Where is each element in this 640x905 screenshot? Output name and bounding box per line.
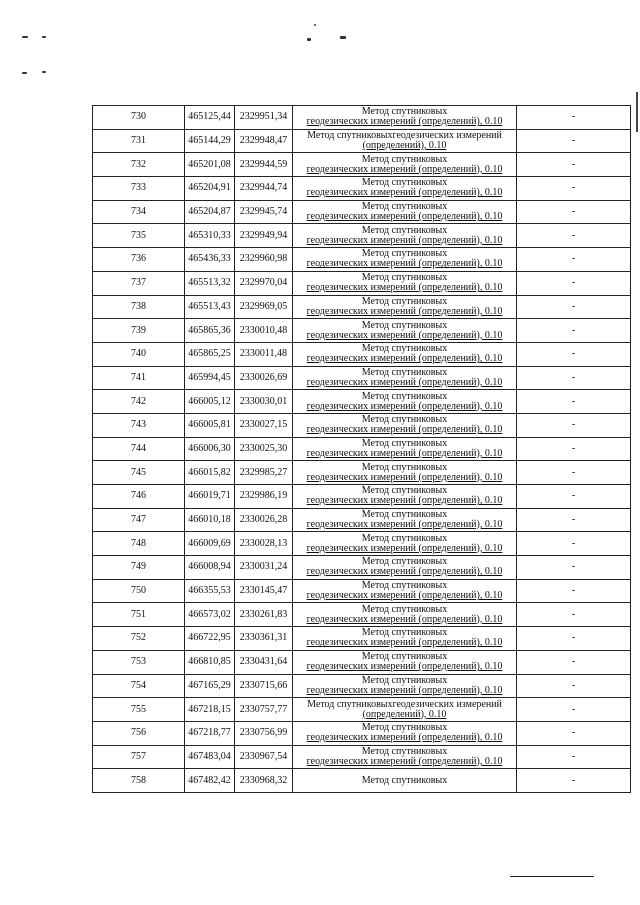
- method-cell: [293, 437, 517, 461]
- coordinate-y: 2330025,30: [235, 437, 293, 461]
- method-line-1: Метод спутниковых: [361, 774, 448, 786]
- method-line-2: геодезических измерений (определений), 0.10: [306, 376, 503, 388]
- method-line-1: Метод спутниковых: [361, 224, 448, 236]
- method-line-1: Метод спутниковых: [361, 651, 448, 663]
- method-line-1: Метод спутниковых: [361, 722, 448, 734]
- method-line-2: геодезических измерений (определений), 0.10: [306, 187, 503, 199]
- method-cell: [293, 627, 517, 651]
- coordinate-y: 2329944,59: [235, 153, 293, 177]
- method-cell: [293, 106, 517, 130]
- method-line-1: Метод спутниковых: [361, 201, 448, 213]
- coordinates-table: [92, 105, 631, 793]
- table-row: [93, 769, 631, 793]
- point-number: 731: [93, 129, 185, 153]
- coordinate-x: 465144,29: [185, 129, 235, 153]
- point-number: 742: [93, 390, 185, 414]
- description-cell: -: [517, 650, 631, 674]
- coordinate-y: 2329948,47: [235, 129, 293, 153]
- description-cell: -: [517, 248, 631, 272]
- description-cell: -: [517, 271, 631, 295]
- method-line-2: геодезических измерений (определений), 0.10: [306, 258, 503, 270]
- table-row: [93, 674, 631, 698]
- description-cell: -: [517, 745, 631, 769]
- description-cell: -: [517, 508, 631, 532]
- method-line-2: геодезических измерений (определений), 0.10: [306, 684, 503, 696]
- coordinate-x: 467483,04: [185, 745, 235, 769]
- coordinate-x: 466019,71: [185, 485, 235, 509]
- method-cell: [293, 177, 517, 201]
- description-cell: -: [517, 177, 631, 201]
- method-cell: [293, 129, 517, 153]
- coordinate-x: 465201,08: [185, 153, 235, 177]
- point-number: 753: [93, 650, 185, 674]
- method-line-1: Метод спутниковых: [361, 674, 448, 686]
- method-line-2: геодезических измерений (определений), 0.10: [306, 495, 503, 507]
- coordinate-y: 2329951,34: [235, 106, 293, 130]
- scan-speck: [22, 36, 28, 38]
- method-line-1: Метод спутниковых: [361, 627, 448, 639]
- description-cell: -: [517, 437, 631, 461]
- method-line-1: Метод спутниковых: [361, 603, 448, 615]
- table-row: [93, 532, 631, 556]
- coordinate-x: 466006,30: [185, 437, 235, 461]
- point-number: 733: [93, 177, 185, 201]
- method-line-2: геодезических измерений (определений), 0.10: [306, 400, 503, 412]
- scan-speck: [22, 72, 27, 74]
- method-cell: [293, 319, 517, 343]
- coordinate-y: 2329945,74: [235, 200, 293, 224]
- coordinate-y: 2329970,04: [235, 271, 293, 295]
- description-cell: -: [517, 390, 631, 414]
- coordinate-y: 2330030,01: [235, 390, 293, 414]
- point-number: 732: [93, 153, 185, 177]
- scan-speck: [340, 36, 346, 39]
- method-line-2: геодезических измерений (определений), 0.10: [306, 424, 503, 436]
- coordinate-x: 465865,36: [185, 319, 235, 343]
- footer-rule: [510, 876, 594, 877]
- table-row: [93, 319, 631, 343]
- method-line-2: геодезических измерений (определений), 0.10: [306, 755, 503, 767]
- method-line-2: геодезических измерений (определений), 0.10: [306, 305, 503, 317]
- method-cell: [293, 650, 517, 674]
- method-line-2: геодезических измерений (определений), 0.10: [306, 590, 503, 602]
- coordinate-y: 2329944,74: [235, 177, 293, 201]
- coordinate-x: 466015,82: [185, 461, 235, 485]
- description-cell: -: [517, 224, 631, 248]
- point-number: 747: [93, 508, 185, 532]
- scan-speck: [42, 71, 46, 73]
- table-row: [93, 295, 631, 319]
- table-row: [93, 342, 631, 366]
- coordinate-x: 465513,32: [185, 271, 235, 295]
- point-number: 754: [93, 674, 185, 698]
- method-line-1: Метод спутниковых: [361, 414, 448, 426]
- description-cell: -: [517, 556, 631, 580]
- method-cell: [293, 698, 517, 722]
- method-line-1: Метод спутниковых: [361, 366, 448, 378]
- description-cell: -: [517, 153, 631, 177]
- method-cell: [293, 248, 517, 272]
- method-cell: [293, 721, 517, 745]
- description-cell: -: [517, 295, 631, 319]
- table-row: [93, 248, 631, 272]
- table-row: [93, 627, 631, 651]
- method-line-1: Метод спутниковых: [361, 295, 448, 307]
- description-cell: -: [517, 461, 631, 485]
- coordinate-y: 2329949,94: [235, 224, 293, 248]
- coordinate-y: 2330145,47: [235, 579, 293, 603]
- coordinate-y: 2329960,98: [235, 248, 293, 272]
- method-cell: [293, 461, 517, 485]
- coordinate-y: 2330011,48: [235, 342, 293, 366]
- coordinate-x: 466005,12: [185, 390, 235, 414]
- method-line-1: Метод спутниковых: [361, 319, 448, 331]
- coordinate-y: 2330756,99: [235, 721, 293, 745]
- point-number: 730: [93, 106, 185, 130]
- description-cell: -: [517, 603, 631, 627]
- coordinate-x: 466355,53: [185, 579, 235, 603]
- coordinate-y: 2330010,48: [235, 319, 293, 343]
- coordinate-x: 466009,69: [185, 532, 235, 556]
- method-line-2: геодезических измерений (определений), 0.10: [306, 613, 503, 625]
- method-line-2: геодезических измерений (определений), 0.10: [306, 447, 503, 459]
- method-line-2: геодезических измерений (определений), 0.10: [306, 471, 503, 483]
- table-row: [93, 177, 631, 201]
- coordinate-x: 466810,85: [185, 650, 235, 674]
- point-number: 749: [93, 556, 185, 580]
- method-line-2: (определений), 0.10: [362, 708, 447, 720]
- method-line-1: Метод спутниковыхгеодезических измерений: [307, 130, 502, 142]
- method-line-1: Метод спутниковых: [361, 485, 448, 497]
- method-cell: [293, 295, 517, 319]
- point-number: 741: [93, 366, 185, 390]
- table-row: [93, 745, 631, 769]
- method-cell: [293, 745, 517, 769]
- method-line-2: геодезических измерений (определений), 0.10: [306, 163, 503, 175]
- method-line-1: Метод спутниковых: [361, 272, 448, 284]
- coordinate-y: 2330968,32: [235, 769, 293, 793]
- coordinate-y: 2330027,15: [235, 413, 293, 437]
- coordinate-x: 467218,77: [185, 721, 235, 745]
- coordinate-y: 2330715,66: [235, 674, 293, 698]
- method-line-2: геодезических измерений (определений), 0.10: [306, 661, 503, 673]
- method-cell: [293, 413, 517, 437]
- coordinate-x: 465204,87: [185, 200, 235, 224]
- point-number: 751: [93, 603, 185, 627]
- coordinate-y: 2330261,83: [235, 603, 293, 627]
- coordinate-x: 466005,81: [185, 413, 235, 437]
- method-line-1: Метод спутниковых: [361, 745, 448, 757]
- table-row: [93, 390, 631, 414]
- method-line-1: Метод спутниковыхгеодезических измерений: [307, 698, 502, 710]
- method-line-1: Метод спутниковых: [361, 153, 448, 165]
- description-cell: -: [517, 769, 631, 793]
- scan-speck: [42, 36, 46, 38]
- method-cell: [293, 224, 517, 248]
- coordinate-x: 465994,45: [185, 366, 235, 390]
- coordinate-x: 466010,18: [185, 508, 235, 532]
- method-cell: [293, 153, 517, 177]
- scan-speck: [307, 38, 311, 41]
- description-cell: -: [517, 698, 631, 722]
- method-line-2: геодезических измерений (определений), 0.10: [306, 732, 503, 744]
- method-line-1: Метод спутниковых: [361, 437, 448, 449]
- method-line-2: (определений), 0.10: [362, 140, 447, 152]
- table-row: [93, 603, 631, 627]
- point-number: 739: [93, 319, 185, 343]
- table-row: [93, 721, 631, 745]
- method-cell: [293, 366, 517, 390]
- description-cell: -: [517, 627, 631, 651]
- coordinate-x: 466008,94: [185, 556, 235, 580]
- scan-edge-mark: [636, 92, 638, 132]
- method-line-2: геодезических измерений (определений), 0.10: [306, 282, 503, 294]
- coordinate-y: 2330026,28: [235, 508, 293, 532]
- table-row: [93, 129, 631, 153]
- table-row: [93, 106, 631, 130]
- description-cell: -: [517, 200, 631, 224]
- point-number: 750: [93, 579, 185, 603]
- table-row: [93, 556, 631, 580]
- point-number: 757: [93, 745, 185, 769]
- coordinate-x: 466722,95: [185, 627, 235, 651]
- coordinate-x: 466573,02: [185, 603, 235, 627]
- description-cell: -: [517, 674, 631, 698]
- method-cell: [293, 508, 517, 532]
- method-line-2: геодезических измерений (определений), 0.10: [306, 234, 503, 246]
- scan-speck: [314, 24, 316, 26]
- coordinate-y: 2330031,24: [235, 556, 293, 580]
- point-number: 755: [93, 698, 185, 722]
- coordinate-y: 2329969,05: [235, 295, 293, 319]
- coordinate-x: 465204,91: [185, 177, 235, 201]
- coordinate-x: 467218,15: [185, 698, 235, 722]
- method-line-1: Метод спутниковых: [361, 177, 448, 189]
- method-line-1: Метод спутниковых: [361, 509, 448, 521]
- point-number: 736: [93, 248, 185, 272]
- point-number: 737: [93, 271, 185, 295]
- description-cell: -: [517, 106, 631, 130]
- method-cell: [293, 579, 517, 603]
- coordinate-x: 465513,43: [185, 295, 235, 319]
- description-cell: -: [517, 366, 631, 390]
- description-cell: -: [517, 485, 631, 509]
- point-number: 745: [93, 461, 185, 485]
- description-cell: -: [517, 413, 631, 437]
- method-line-1: Метод спутниковых: [361, 556, 448, 568]
- point-number: 740: [93, 342, 185, 366]
- table-row: [93, 698, 631, 722]
- method-line-2: геодезических измерений (определений), 0.10: [306, 519, 503, 531]
- coordinate-y: 2330757,77: [235, 698, 293, 722]
- table-row: [93, 437, 631, 461]
- coordinate-y: 2330967,54: [235, 745, 293, 769]
- description-cell: -: [517, 532, 631, 556]
- method-line-1: Метод спутниковых: [361, 461, 448, 473]
- method-line-2: геодезических измерений (определений), 0.10: [306, 353, 503, 365]
- coordinate-y: 2330431,64: [235, 650, 293, 674]
- coordinate-x: 465125,44: [185, 106, 235, 130]
- description-cell: -: [517, 721, 631, 745]
- description-cell: -: [517, 342, 631, 366]
- coordinate-y: 2330028,13: [235, 532, 293, 556]
- table-row: [93, 366, 631, 390]
- coordinate-x: 465310,33: [185, 224, 235, 248]
- description-cell: -: [517, 579, 631, 603]
- coordinate-x: 465865,25: [185, 342, 235, 366]
- point-number: 735: [93, 224, 185, 248]
- table-row: [93, 461, 631, 485]
- point-number: 752: [93, 627, 185, 651]
- method-line-2: геодезических измерений (определений), 0.10: [306, 211, 503, 223]
- method-line-2: геодезических измерений (определений), 0.10: [306, 116, 503, 128]
- method-line-1: Метод спутниковых: [361, 248, 448, 260]
- point-number: 748: [93, 532, 185, 556]
- method-cell: [293, 603, 517, 627]
- coordinate-y: 2330026,69: [235, 366, 293, 390]
- coordinate-x: 465436,33: [185, 248, 235, 272]
- method-cell: [293, 674, 517, 698]
- point-number: 744: [93, 437, 185, 461]
- method-line-1: Метод спутниковых: [361, 343, 448, 355]
- point-number: 743: [93, 413, 185, 437]
- coordinate-y: 2329986,19: [235, 485, 293, 509]
- coordinate-y: 2329985,27: [235, 461, 293, 485]
- method-cell: [293, 532, 517, 556]
- point-number: 734: [93, 200, 185, 224]
- method-line-2: геодезических измерений (определений), 0.10: [306, 637, 503, 649]
- point-number: 738: [93, 295, 185, 319]
- table-row: [93, 271, 631, 295]
- table-row: [93, 579, 631, 603]
- method-line-2: геодезических измерений (определений), 0.10: [306, 542, 503, 554]
- method-line-2: геодезических измерений (определений), 0.10: [306, 566, 503, 578]
- method-line-1: Метод спутниковых: [361, 390, 448, 402]
- method-cell: [293, 271, 517, 295]
- coordinate-y: 2330361,31: [235, 627, 293, 651]
- method-line-1: Метод спутниковых: [361, 532, 448, 544]
- method-cell: [293, 390, 517, 414]
- point-number: 756: [93, 721, 185, 745]
- coordinates-table-body: [93, 106, 631, 793]
- method-cell: [293, 200, 517, 224]
- coordinate-x: 467165,29: [185, 674, 235, 698]
- table-row: [93, 153, 631, 177]
- description-cell: -: [517, 129, 631, 153]
- method-cell: [293, 485, 517, 509]
- method-line-2: геодезических измерений (определений), 0.10: [306, 329, 503, 341]
- table-row: [93, 200, 631, 224]
- method-cell: [293, 556, 517, 580]
- method-line-1: Метод спутниковых: [361, 580, 448, 592]
- method-line-1: Метод спутниковых: [361, 106, 448, 118]
- table-row: [93, 224, 631, 248]
- coordinate-x: 467482,42: [185, 769, 235, 793]
- method-cell: [293, 769, 517, 793]
- table-row: [93, 650, 631, 674]
- description-cell: -: [517, 319, 631, 343]
- table-row: [93, 485, 631, 509]
- table-row: [93, 413, 631, 437]
- method-cell: [293, 342, 517, 366]
- point-number: 758: [93, 769, 185, 793]
- point-number: 746: [93, 485, 185, 509]
- table-row: [93, 508, 631, 532]
